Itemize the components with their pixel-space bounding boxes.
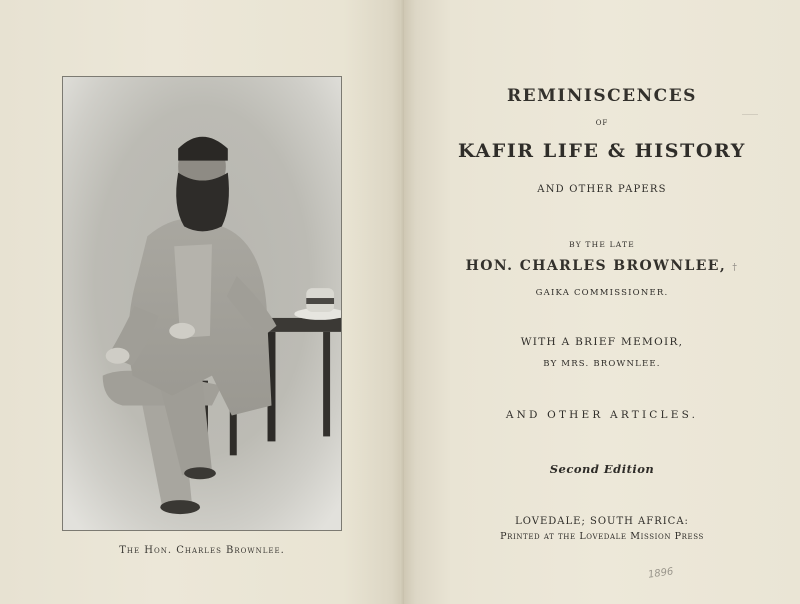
by-the-late: BY THE LATE [569,240,635,249]
publication-place: LOVEDALE; SOUTH AFRICA: [515,516,689,527]
title-page [404,0,800,604]
author-office: GAIKA COMMISSIONER. [535,288,669,298]
title-line-1: REMINISCENCES [507,86,697,106]
edition: Second Edition [549,462,655,476]
printer-line: Printed at the Lovedale Mission Press [500,531,704,542]
author-name: HON. CHARLES BROWNLEE, [465,258,727,274]
portrait-caption: The Hon. Charles Brownlee. [119,545,285,556]
title-line-2: KAFIR LIFE & HISTORY [458,140,746,162]
author-mark: † [732,263,739,273]
paper-mark [742,114,758,115]
portrait-photo-graphic [63,77,341,530]
subtitle: AND OTHER PAPERS [537,184,667,195]
other-articles: AND OTHER ARTICLES. [505,409,699,421]
memoir-line: WITH A BRIEF MEMOIR, [520,336,684,348]
memoir-by: BY MRS. BROWNLEE. [543,359,661,369]
portrait-photo [62,76,342,531]
pencil-note: 1896 [647,566,675,581]
author-line [404,258,800,274]
title-of: OF [595,119,609,127]
